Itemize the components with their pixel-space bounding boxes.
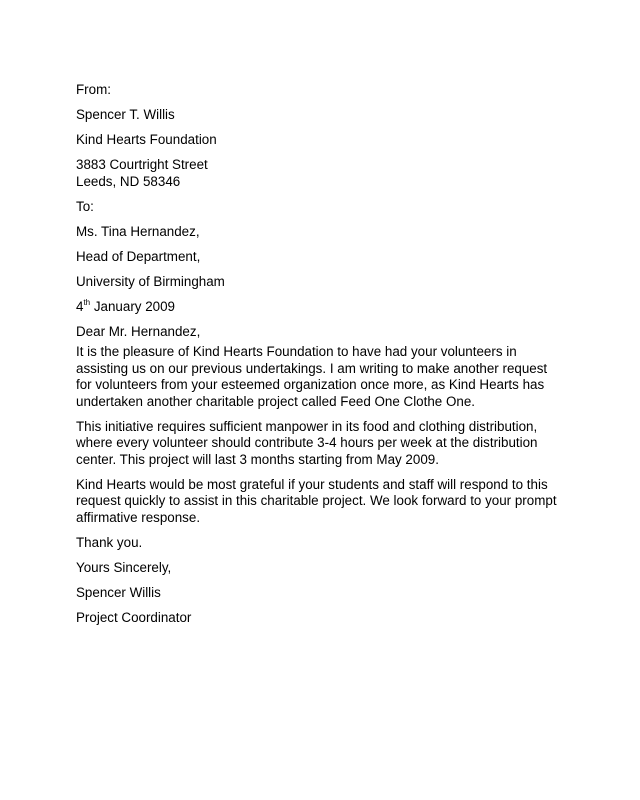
sender-street: 3883 Courtright Street [76, 157, 208, 172]
date-day: 4 [76, 298, 84, 314]
to-label: To: [76, 198, 94, 214]
recipient-name: Ms. Tina Hernandez, [76, 223, 200, 239]
recipient-organization: University of Birmingham [76, 273, 225, 289]
from-label: From: [76, 82, 111, 97]
letter-date [76, 299, 576, 316]
recipient-title: Head of Department, [76, 248, 201, 264]
date-rest: January 2009 [90, 298, 175, 314]
sender-name: Spencer T. Willis [76, 107, 175, 122]
sender-organization: Kind Hearts Foundation [76, 132, 217, 147]
signer-title: Project Coordinator [76, 609, 192, 625]
signer-name: Spencer Willis [76, 584, 161, 600]
thank-you: Thank you. [76, 534, 143, 550]
body-paragraph-1: It is the pleasure of Kind Hearts Foundation to have had your volunteers in assisting us on our previous undertakings. I am writing to make another request for volunteers from your esteemed organization once more, as Kind Hearts has undertaken another charitable project called Feed One Clothe One. [76, 344, 548, 409]
date-suffix: th [83, 297, 91, 307]
sender-address [76, 157, 576, 190]
salutation: Dear Mr. Hernandez, [76, 323, 201, 339]
sign-off: Yours Sincerely, [76, 559, 172, 575]
body-paragraph-2: This initiative requires sufficient manpower in its food and clothing distribution, where every volunteer should contribute 3-4 hours per week at the distribution center. This project will last 3 months starting from May 2009. [76, 418, 538, 467]
body-paragraph-3: Kind Hearts would be most grateful if your students and staff will respond to this request quickly to assist in this charitable project. We look forward to your prompt affirmative response. [76, 476, 557, 525]
letter [76, 82, 576, 626]
sender-city: Leeds, ND 58346 [76, 173, 181, 189]
